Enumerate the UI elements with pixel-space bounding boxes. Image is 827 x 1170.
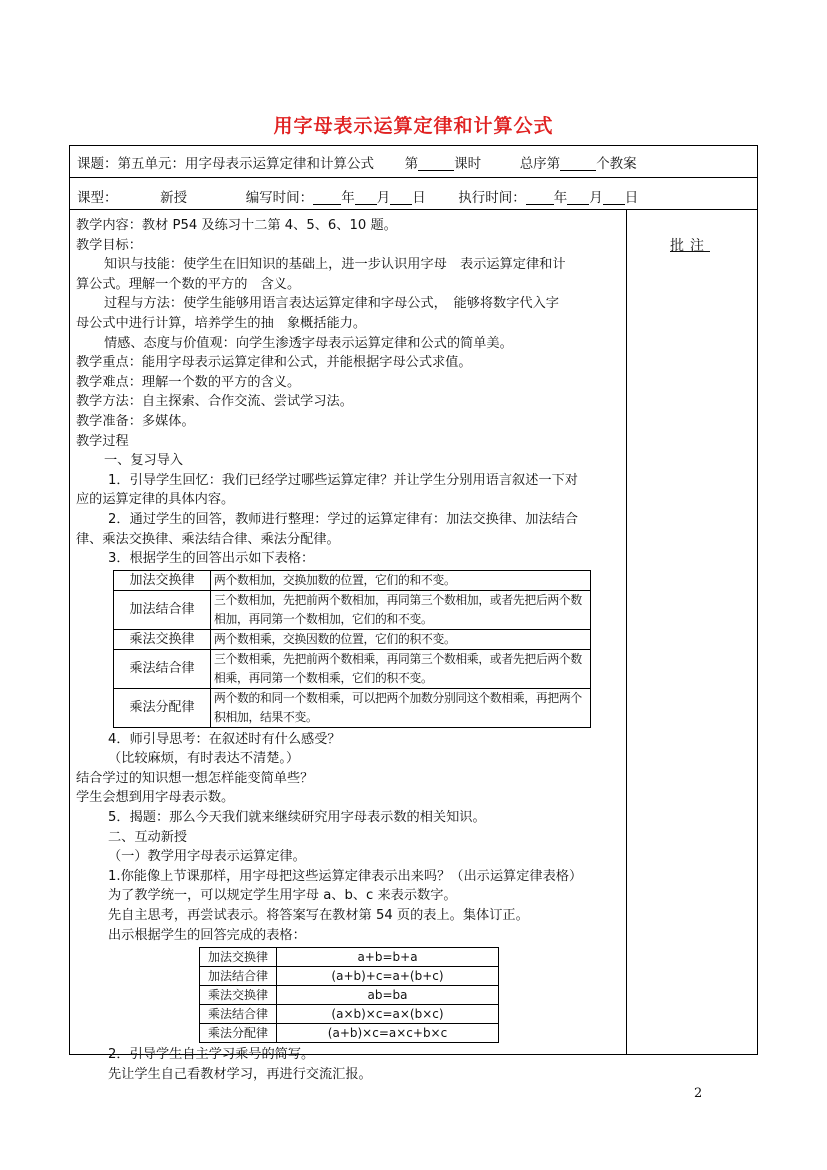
text-line: 算公式。理解一个数的平方的 含义。: [76, 276, 301, 292]
law-desc-cell: 三个数相加，先把前两个数相加，再同第三个数相加，或者先把后两个数相加，再同第一个数相加，它们的和不变。: [211, 590, 591, 629]
table-row: [200, 986, 499, 1005]
lesson-header-row: [77, 152, 637, 172]
table-row: [114, 590, 591, 629]
month-blank: [567, 190, 589, 205]
table-row: [200, 1005, 499, 1024]
text-line: 教学过程: [76, 433, 129, 449]
laws-formula-table: [199, 947, 499, 1043]
laws-description-table: [113, 570, 591, 728]
text-line: 教学准备：多媒体。: [76, 413, 195, 429]
text-line: 一、复习导入: [104, 453, 184, 469]
note-column-divider: [626, 209, 627, 1054]
law-formula-cell: ab=ba: [277, 986, 499, 1005]
year-blank: [526, 190, 554, 205]
law-name-cell: 乘法结合律: [200, 1005, 277, 1024]
table-row: [200, 948, 499, 967]
text-line: 应的运算定律的具体内容。: [76, 492, 235, 508]
table-row: [114, 570, 591, 590]
text-line: （一）教学用字母表示运算定律。: [108, 849, 306, 865]
table-row: [114, 688, 591, 727]
exec-time-label: 执行时间：: [458, 190, 526, 206]
text-line: 结合学过的知识想一想怎样能变简单些？: [76, 770, 314, 786]
lesson-number-prefix: 第: [404, 156, 419, 172]
law-name-cell: 加法交换律: [200, 948, 277, 967]
law-formula-cell: (a×b)×c=a×(b×c): [277, 1005, 499, 1024]
total-number-blank: [560, 156, 596, 171]
text-line: 3．根据学生的回答出示如下表格：: [108, 551, 315, 567]
text-line: 出示根据学生的回答完成的表格：: [108, 927, 306, 943]
page-number: 2: [694, 1086, 703, 1101]
text-line: 为了教学统一，可以规定学生用字母 a、b、c 来表示数字。: [108, 888, 457, 904]
month-label: 月: [376, 190, 391, 206]
law-name-cell: 加法结合律: [200, 967, 277, 986]
law-desc-cell: 两个数相乘，交换因数的位置，它们的积不变。: [211, 629, 591, 649]
lesson-type-row: [77, 186, 638, 206]
write-time-label: 编写时间：: [245, 190, 314, 206]
law-formula-cell: (a+b)+c=a+(b+c): [277, 967, 499, 986]
day-label: 日: [412, 190, 426, 206]
month-label: 月: [589, 190, 603, 206]
lesson-plan-table: [69, 145, 758, 1082]
table-row: [114, 629, 591, 649]
row-divider: [70, 209, 757, 210]
text-line: 母公式中进行计算，培养学生的抽 象概括能力。: [76, 315, 367, 331]
year-label: 年: [341, 190, 355, 206]
year-label: 年: [553, 190, 568, 206]
law-name-cell: 乘法分配律: [114, 688, 211, 727]
row-divider: [70, 177, 757, 178]
law-formula-cell: a+b=b+a: [277, 948, 499, 967]
text-line: 二、互动新授: [108, 829, 188, 845]
total-number-prefix: 总序第: [519, 156, 561, 172]
note-heading: 批注: [670, 238, 710, 254]
lesson-topic: 课题：第五单元：用字母表示运算定律和计算公式: [77, 156, 374, 172]
text-line: 1.你能像上节课那样，用字母把这些运算定律表示出来吗？（出示运算定律表格）: [108, 868, 583, 884]
text-line: 4．师引导思考：在叙述时有什么感受？: [108, 731, 341, 747]
law-name-cell: 乘法分配律: [200, 1024, 277, 1043]
text-line: 教学内容：教材 P54 及练习十二第 4、5、6、10 题。: [76, 218, 397, 233]
law-name-cell: 乘法结合律: [114, 649, 211, 688]
text-line: 先让学生自己看教材学习，再进行交流汇报。: [108, 1066, 372, 1082]
text-line: 2．通过学生的回答，教师进行整理：学过的运算定律有：加法交换律、加法结合: [108, 511, 578, 527]
law-name-cell: 乘法交换律: [114, 629, 211, 649]
table-row: [114, 649, 591, 688]
text-line: 5．揭题：那么今天我们就来继续研究用字母表示数的相关知识。: [108, 810, 486, 826]
text-line: 1．引导学生回忆：我们已经学过哪些运算定律？并让学生分别用语言叙述一下对: [108, 472, 578, 488]
text-line: 律、乘法交换律、乘法结合律、乘法分配律。: [76, 531, 340, 547]
law-desc-cell: 三个数相乘，先把前两个数相乘，再同第三个数相乘，或者先把后两个数相乘，再同第一个数相乘，它们的积不变。: [211, 649, 591, 688]
text-line: 教学重点：能用字母表示运算定律和公式，并能根据字母公式求值。: [76, 355, 472, 371]
text-line: 2．引导学生自主学习乘号的简写。: [108, 1047, 315, 1063]
text-line: 先自主思考，再尝试表示。将答案写在教材第 54 页的表上。集体订正。: [108, 908, 529, 924]
law-name-cell: 加法交换律: [114, 570, 211, 590]
table-row: [200, 967, 499, 986]
law-name-cell: 加法结合律: [114, 590, 211, 629]
text-line: 过程与方法：使学生能够用语言表达运算定律和字母公式， 能够将数字代入字: [104, 296, 559, 312]
lesson-content: [76, 216, 622, 1084]
lesson-number-blank: [418, 156, 454, 171]
table-row: [200, 1024, 499, 1043]
year-blank: [313, 190, 341, 205]
day-blank: [390, 190, 412, 205]
lesson-type-label: 课型：: [77, 190, 118, 206]
law-name-cell: 乘法交换律: [200, 986, 277, 1005]
document-title: 用字母表示运算定律和计算公式: [273, 115, 554, 137]
text-line: （比较麻烦，有时表达不清楚。）: [108, 751, 300, 767]
text-line: 教学方法：自主探索、合作交流、尝试学习法。: [76, 394, 353, 410]
text-line: 知识与技能：使学生在旧知识的基础上，进一步认识用字母 表示运算定律和计: [104, 257, 566, 273]
text-line: 教学难点：理解一个数的平方的含义。: [76, 374, 301, 390]
law-desc-cell: 两个数的和同一个数相乘，可以把两个加数分别同这个数相乘，再把两个积相加，结果不变。: [211, 688, 591, 727]
law-formula-cell: (a+b)×c=a×c+b×c: [277, 1024, 499, 1043]
day-label: 日: [624, 190, 639, 206]
total-number-suffix: 个教案: [596, 156, 637, 172]
text-line: 学生会想到用字母表示数。: [76, 790, 235, 806]
lesson-number-suffix: 课时: [454, 156, 482, 172]
month-blank: [355, 190, 377, 205]
law-desc-cell: 两个数相加，交换加数的位置，它们的和不变。: [211, 570, 591, 590]
text-line: 教学目标：: [76, 237, 142, 253]
lesson-type-value: 新授: [160, 190, 188, 206]
day-blank: [603, 190, 625, 205]
text-line: 情感、态度与价值观：向学生渗透字母表示运算定律和公式的简单美。: [104, 335, 513, 351]
